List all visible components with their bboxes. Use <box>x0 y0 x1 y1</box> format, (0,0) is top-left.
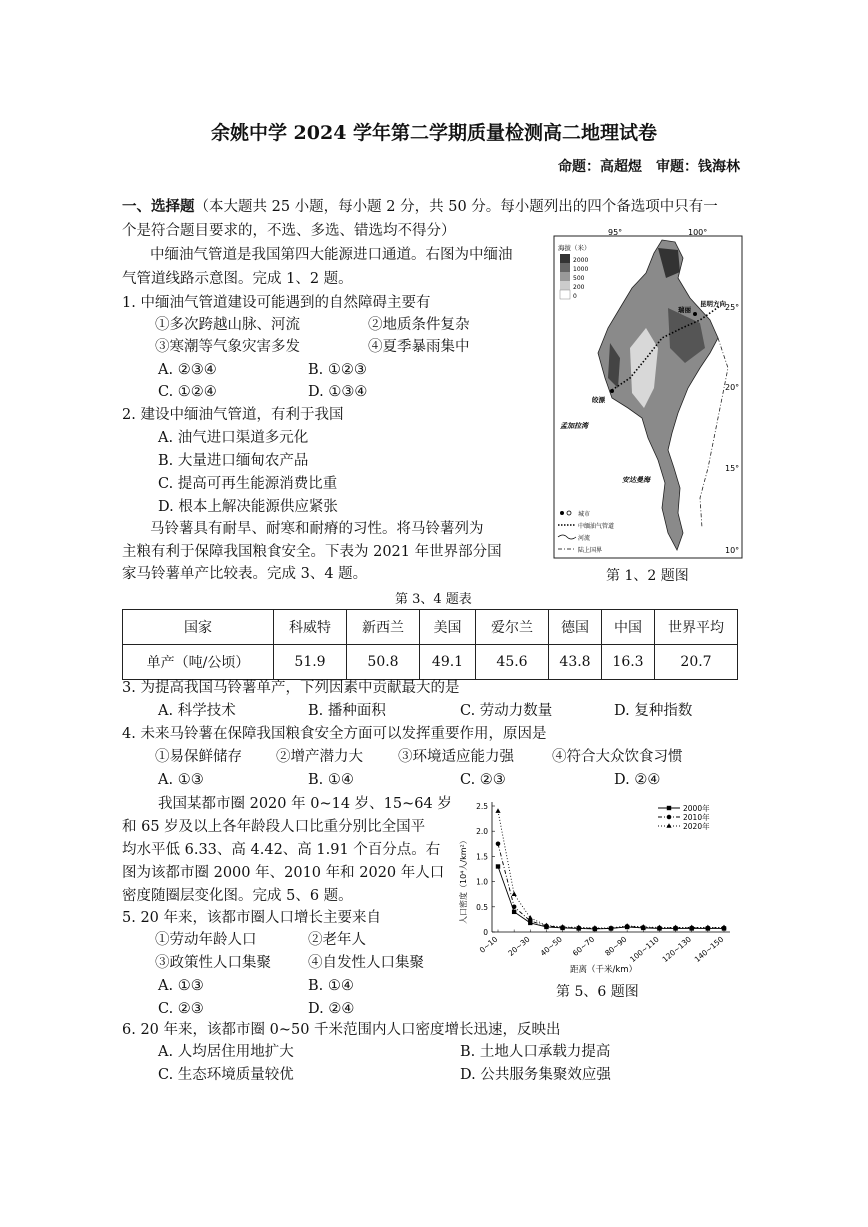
x-tick-label: 140~150 <box>692 934 726 964</box>
q4-option-d[interactable]: D. ②④ <box>614 772 661 788</box>
legend-label: 2010年 <box>683 813 710 822</box>
data-point <box>512 891 517 896</box>
table-header-cell: 科威特 <box>274 610 347 645</box>
q6-option-c[interactable]: C. 生态环境质量较优 <box>158 1067 294 1083</box>
intro56-line4: 图为该都市圈 2000 年、2010 年和 2020 年人口 <box>122 865 445 881</box>
data-point <box>496 842 501 847</box>
pipeline-map <box>550 228 750 562</box>
legend-border: 陆上国界 <box>578 547 603 554</box>
table-cell: 20.7 <box>655 645 738 680</box>
table-cell: 45.6 <box>476 645 549 680</box>
y-tick-label: 2.0 <box>476 827 488 837</box>
data-point <box>667 815 672 820</box>
city-ruili <box>693 312 697 316</box>
legend-val-0: 2000 <box>573 257 589 264</box>
intro56-line2: 和 65 岁及以上各年龄段人口比重分别比全国平 <box>122 819 426 835</box>
data-point <box>512 910 516 914</box>
map-caption: 第 1、2 题图 <box>606 568 689 584</box>
table-cell: 16.3 <box>602 645 655 680</box>
yield-table <box>122 609 738 680</box>
population-density-chart <box>452 796 742 976</box>
table-header-cell: 世界平均 <box>655 610 738 645</box>
q3-stem: 3. 为提高我国马铃薯单产，下列因素中贡献最大的是 <box>122 680 460 696</box>
q5-stem: 5. 20 年来，该都市圈人口增长主要来自 <box>122 910 382 926</box>
q3-option-a[interactable]: A. 科学技术 <box>158 703 236 719</box>
x-tick-label: 100~110 <box>628 934 661 964</box>
q1-statement-3: ③寒潮等气象灾害多发 <box>155 339 300 355</box>
q6-stem: 6. 20 年来，该都市圈 0~50 千米范围内人口密度增长迅速，反映出 <box>122 1022 561 1038</box>
section-heading: 一、选择题 <box>122 199 195 215</box>
q1-statement-1: ①多次跨越山脉、河流 <box>155 317 300 333</box>
page-title: 余姚中学 2024 学年第二学期质量检测高二地理试卷 <box>210 122 658 144</box>
table-cell: 51.9 <box>274 645 347 680</box>
q4-statement-1: ①易保鲜储存 <box>155 749 242 765</box>
q6-option-b[interactable]: B. 土地人口承载力提高 <box>460 1044 611 1060</box>
table-header-cell: 中国 <box>602 610 655 645</box>
table-header-cell: 国家 <box>123 610 274 645</box>
q4-statement-4: ④符合大众饮食习惯 <box>552 749 683 765</box>
legend-label: 2000年 <box>683 804 710 813</box>
intro56-line3: 均水平低 6.33、高 4.42、高 1.91 个百分点。右 <box>122 842 441 858</box>
q1-statement-2: ②地质条件复杂 <box>368 317 470 333</box>
label-ruili: 瑞丽 <box>678 306 691 314</box>
q5-option-c[interactable]: C. ②③ <box>158 1001 204 1017</box>
chart-caption: 第 5、6 题图 <box>556 984 639 1000</box>
q2-stem: 2. 建设中缅油气管道，有利于我国 <box>122 407 344 423</box>
q4-stem: 4. 未来马铃薯在保障我国粮食安全方面可以发挥重要作用，原因是 <box>122 726 547 742</box>
intro56-line5: 密度随圈层变化图。完成 5、6 题。 <box>122 888 353 904</box>
q5-statement-3: ③政策性人口集聚 <box>155 955 271 971</box>
q2-option-a[interactable]: A. 油气进口渠道多元化 <box>158 430 309 446</box>
q4-statement-3: ③环境适应能力强 <box>398 749 514 765</box>
table-cell: 49.1 <box>420 645 476 680</box>
q5-statement-4: ④自发性人口集聚 <box>308 955 424 971</box>
map-lon-95: 95° <box>608 228 623 237</box>
x-tick-label: 0~10 <box>477 934 500 955</box>
legend-val-1: 1000 <box>573 266 589 273</box>
chart-xlabel: 距离（千米/km） <box>570 965 638 975</box>
x-tick-label: 120~130 <box>660 934 693 964</box>
city-kyaukphyu <box>610 389 614 393</box>
q3-option-b[interactable]: B. 播种面积 <box>308 703 386 719</box>
x-tick-label: 40~50 <box>538 934 564 958</box>
data-point <box>495 808 500 813</box>
table-header-row <box>123 610 738 645</box>
q6-option-a[interactable]: A. 人均居住用地扩大 <box>158 1044 294 1060</box>
intro34-line3: 家马铃薯单产比较表。完成 3、4 题。 <box>122 566 368 582</box>
section-heading-line <box>122 196 718 218</box>
q3-option-c[interactable]: C. 劳动力数量 <box>460 703 553 719</box>
y-tick-label: 1.0 <box>476 877 488 887</box>
data-point <box>666 823 671 828</box>
q2-option-b[interactable]: B. 大量进口缅甸农产品 <box>158 453 309 469</box>
series-line-1 <box>498 844 724 929</box>
q1-stem: 1. 中缅油气管道建设可能遇到的自然障碍主要有 <box>122 295 431 311</box>
q6-option-d[interactable]: D. 公共服务集聚效应强 <box>460 1067 611 1083</box>
intro56-line1: 我国某都市圈 2020 年 0~14 岁、15~64 岁 <box>158 796 452 812</box>
chart-ylabel: 人口密度（10⁴人/km²） <box>459 836 468 924</box>
map-lon-100: 100° <box>688 228 708 237</box>
table-header-cell: 爱尔兰 <box>476 610 549 645</box>
table-caption: 第 3、4 题表 <box>395 592 472 607</box>
section-note-2: 个是符合题目要求的，不选、多选、错选均不得分） <box>122 223 456 239</box>
y-tick-label: 2.5 <box>476 802 488 811</box>
q5-option-b[interactable]: B. ①④ <box>308 978 354 994</box>
intro12-line1: 中缅油气管道是我国第四大能源进口通道。右图为中缅油 <box>150 247 513 263</box>
q5-option-a[interactable]: A. ①③ <box>158 978 204 994</box>
q5-statement-1: ①劳动年龄人口 <box>155 932 257 948</box>
table-cell: 43.8 <box>549 645 602 680</box>
y-tick-label: 1.5 <box>476 852 488 862</box>
data-point <box>528 915 533 920</box>
legend-val-4: 0 <box>573 293 577 300</box>
table-cell: 单产（吨/公顷） <box>123 645 274 680</box>
map-lat-20: 20° <box>725 383 740 392</box>
x-tick-label: 20~30 <box>506 934 532 958</box>
x-tick-label: 80~90 <box>603 934 629 958</box>
q2-option-d[interactable]: D. 根本上解决能源供应紧张 <box>158 499 338 515</box>
map-legend-title: 海拔（米） <box>558 244 591 252</box>
map-lat-10: 10° <box>725 546 740 555</box>
author-line: 命题：高超煜 审题：钱海林 <box>558 159 740 175</box>
legend-city: 城市 <box>578 511 591 518</box>
q1-option-a[interactable]: A. ②③④ <box>158 362 217 378</box>
label-andaman: 安达曼海 <box>622 476 650 484</box>
q1-option-d[interactable]: D. ①③④ <box>308 384 368 400</box>
label-kunming: 昆明方向 <box>700 300 726 308</box>
table-header-cell: 美国 <box>420 610 476 645</box>
data-point <box>667 806 671 810</box>
label-bay-bengal: 孟加拉湾 <box>560 422 588 430</box>
map-lat-25: 25° <box>725 303 740 312</box>
q1-statement-4: ④夏季暴雨集中 <box>368 339 470 355</box>
intro34-line1: 马铃薯具有耐旱、耐寒和耐瘠的习性。将马铃薯列为 <box>150 521 484 537</box>
section-note: （本大题共 25 小题，每小题 2 分，共 50 分。每小题列出的四个备选项中只有一 <box>194 199 718 215</box>
legend-pipeline: 中缅油气管道 <box>578 523 615 530</box>
q2-option-c[interactable]: C. 提高可再生能源消费比重 <box>158 476 338 492</box>
intro12-line2: 气管道线路示意图。完成 1、2 题。 <box>122 271 353 287</box>
q1-option-c[interactable]: C. ①②④ <box>158 384 217 400</box>
q4-option-c[interactable]: C. ②③ <box>460 772 506 788</box>
table-header-cell: 德国 <box>549 610 602 645</box>
data-point <box>512 905 517 910</box>
legend-river: 河流 <box>578 535 591 542</box>
y-tick-label: 0 <box>483 928 488 937</box>
q4-statement-2: ②增产潜力大 <box>276 749 363 765</box>
map-lat-15: 15° <box>725 464 740 473</box>
q4-option-a[interactable]: A. ①③ <box>158 772 204 788</box>
x-tick-label: 60~70 <box>570 934 597 958</box>
q3-option-d[interactable]: D. 复种指数 <box>614 703 693 719</box>
q5-statement-2: ②老年人 <box>308 932 366 948</box>
legend-label: 2020年 <box>683 822 710 831</box>
table-cell: 50.8 <box>347 645 420 680</box>
legend-val-2: 500 <box>573 275 585 282</box>
data-point <box>496 864 500 868</box>
y-tick-label: 0.5 <box>476 902 488 912</box>
q4-option-b[interactable]: B. ①④ <box>308 772 354 788</box>
q1-option-b[interactable]: B. ①②③ <box>308 362 367 378</box>
legend-val-3: 200 <box>573 284 585 291</box>
label-kyaukphyu: 皎漂 <box>592 396 605 404</box>
table-header-cell: 新西兰 <box>347 610 420 645</box>
table-row <box>123 645 738 680</box>
q5-option-d[interactable]: D. ②④ <box>308 1001 355 1017</box>
intro34-line2: 主粮有利于保障我国粮食安全。下表为 2021 年世界部分国 <box>122 544 502 560</box>
